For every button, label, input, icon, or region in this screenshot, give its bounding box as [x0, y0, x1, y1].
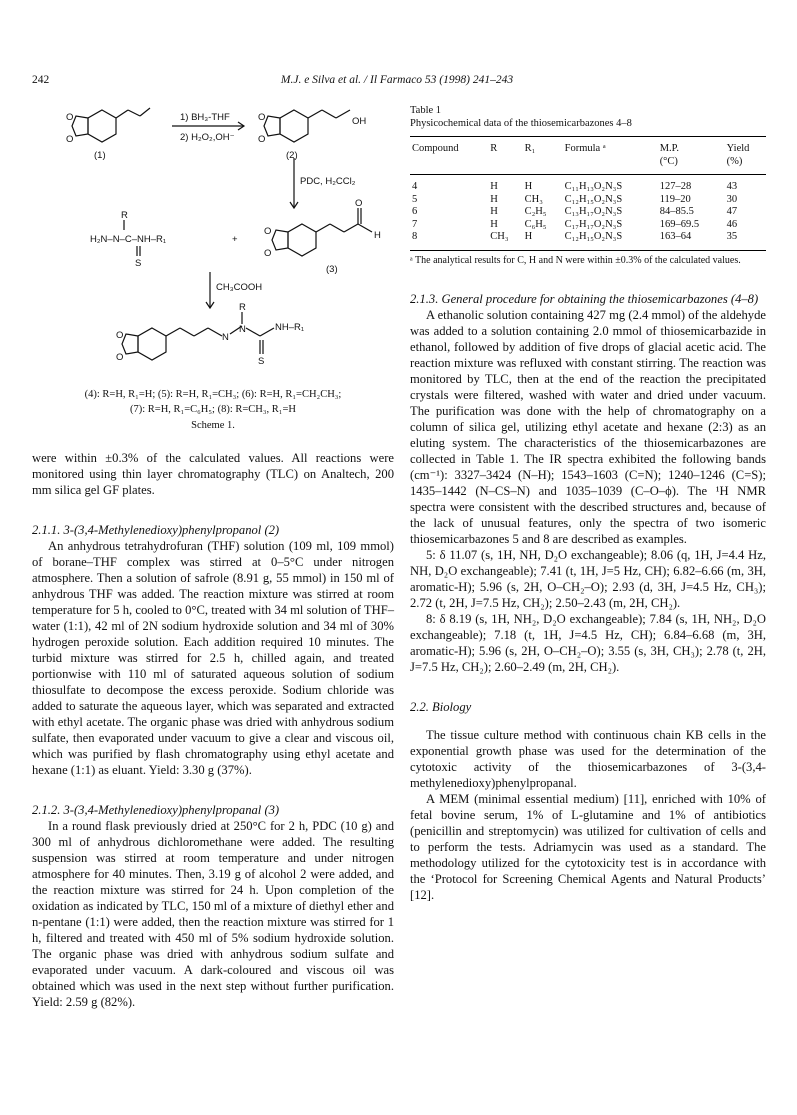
scheme-title: Scheme 1. [191, 420, 235, 431]
thiosemicarbazone-table [410, 136, 766, 244]
table-cell: 169–69.5 [659, 218, 700, 230]
biology-paragraph-1: The tissue culture method with continuous chain KB cells in the exponential growth phase was used for the determination of the cytotoxic activity of the thiosemicarbazones of 3-(3,4-methylenedioxy)phenylpropanal. [410, 728, 766, 790]
table-row [410, 206, 766, 219]
oxygen-label: O [258, 112, 266, 123]
table-cell: C₁₂H₁₅O₂N₃S [564, 231, 623, 242]
table-cell: 4 [412, 181, 418, 192]
oxygen-label: O [66, 134, 74, 145]
reagent-bh3: 1) BH₃-THF [180, 112, 230, 123]
intro-paragraph: were within ±0.3% of the calculated values. All reactions were monitored using thin layer chromatography (TLC) on Analtech, 200 mm silica gel GF plates. [32, 451, 394, 497]
section-22-title: 2.2. Biology [410, 700, 472, 714]
table-cell: H [524, 181, 533, 192]
table-cell: H [490, 193, 498, 205]
oxygen-label: O [116, 330, 124, 341]
compound-label-3: (3) [326, 264, 338, 275]
right-column [410, 104, 766, 903]
oxygen-label: O [116, 352, 124, 363]
table-cell: 7 [412, 218, 418, 230]
nmr-compound-8: 8: δ 8.19 (s, 1H, NH₂, D₂O exchangeable); 7.84 (s, 1H, NH₂, D₂O exchangeable); 7.18 (t, 1H, J=4.5 Hz, CH); 6.84–6.68 (m, 3H, aromatic-H); 5.96 (s, 2H, O–CH₂–O); 3.55 (s, 3H, CH₃); 2.78 (t, 2H, J=7.5 Hz, CH₂); 2.60–2.49 (m, 2H, CH₂). [410, 612, 766, 674]
section-212-title: 2.1.2. 3-(3,4-Methylenedioxy)phenylpropanal (3) [32, 803, 280, 817]
table-cell: 84–85.5 [659, 206, 694, 217]
carbonyl-oxygen: O [355, 198, 363, 209]
table-row [410, 219, 766, 232]
reagent-acetic-acid: CH₃COOH [216, 282, 263, 293]
oxygen-label: O [264, 226, 272, 237]
product-n2: N [239, 324, 246, 335]
thiosemicarbazide: H₂N–N–C–NH–R₁ [90, 234, 167, 245]
table-cell: CH₃ [524, 193, 543, 205]
table-cell: 43 [726, 181, 738, 192]
table-unit-yield: (%) [726, 155, 743, 167]
plus-sign: + [232, 234, 238, 245]
table-row [410, 231, 766, 244]
r-substituent: R [121, 210, 128, 221]
table-header-mp: M.P. [659, 143, 679, 154]
oxygen-label: O [264, 248, 272, 259]
table-unit-mp: (°C) [659, 155, 678, 167]
table-cell: 30 [726, 193, 738, 205]
table-cell: C₁₁H₁₃O₂N₃S [564, 181, 623, 192]
table-header-r: R [490, 143, 498, 154]
section-211-body: An anhydrous tetrahydrofuran (THF) solution (109 ml, 109 mmol) of borane–THF complex was stirred at 0–5°C under nitrogen atmosphere. Then a solution of safrole (8.91 g, 55 mmol) in 150 ml of anhydrous THF was added. The reaction mixture was stirred at room temperature for 5 h, cooled to 0°C, treated with 34 ml solution of THF–water (1:1), 42 ml of 2N sodium hydroxide solution and 34 ml of 30% hydrogen peroxide solution. Each addition required 10 minutes. The turbid mixture was stirred for 2.5 h, chilled again, and treated portionwise with 110 ml of saturated aqueous solution of sodium thiosulfate to decompose the excess peroxide. Sodium chloride was added to saturate the aqueous layer, which was separated and extracted with ethyl acetate. The organic phase was dried with anhydrous sodium sulfate, then evaporated under vacuum to give a clear and viscous oil, which was purified by flash chromatography using ethyl acetate and hexane (1:1) as eluant. Yield: 3.30 g (37%). [32, 539, 394, 777]
table-row [410, 175, 766, 194]
section-212-body: In a round flask previously dried at 250°C for 2 h, PDC (10 g) and 300 ml of anhydrous dichloromethane were added. The resulting suspension was stirred at room temperature and under nitrogen atmosphere for 40 minutes. Then, 3.19 g of alcohol 2 were added, and the reaction mixture was stirred for 24 h. Upon completion of the oxidation as indicated by TLC, 150 ml of a mixture of diethyl ether and n-pentane (1:1) were added, then the reaction mixture was stirred for 1 h, filtered and treated with 450 ml of 5% sodium hydroxide solution. The organic phase was dried with anhydrous sodium sulfate and evaporated under vacuum. A dark-coloured and viscous oil was obtained which was used in the next step without further purification. Yield: 2.59 g (82%). [32, 819, 394, 1009]
table-cell: C₁₃H₁₇O₂N₃S [564, 206, 623, 217]
table-cell: CH₃ [490, 231, 509, 242]
left-column [32, 96, 394, 1010]
table-header-formula: Formula ᵃ [564, 143, 606, 154]
scheme-caption-line-1: (4): R=H, R₁=H; (5): R=H, R₁=CH₃; (6): R=H, R₁=CH₂CH₃; [84, 389, 342, 400]
reagent-pdc: PDC, H₂CCl₂ [300, 176, 356, 187]
table-cell: H [490, 218, 498, 230]
table-header-compound: Compound [412, 143, 459, 154]
table-cell: 8 [412, 231, 418, 242]
aldehyde-h: H [374, 230, 381, 241]
table-row [410, 194, 766, 207]
page-number: 242 [32, 74, 50, 86]
compound-label-2: (2) [286, 150, 298, 161]
table-footnote: ᵃ The analytical results for C, H and N were within ±0.3% of the calculated values. [410, 250, 766, 268]
journal-citation: M.J. e Silva et al. / Il Farmaco 53 (1998) 241–243 [280, 74, 514, 86]
product-sulfur: S [258, 356, 265, 367]
product-n1: N [222, 332, 229, 343]
nmr-compound-5: 5: δ 11.07 (s, 1H, NH, D₂O exchangeable); 8.06 (q, 1H, J=4.4 Hz, NH, D₂O exchangeable); 7.41 (t, 1H, J=5 Hz, CH); 6.82–6.66 (m, 3H, aromatic-H); 5.96 (s, 2H, O–CH₂–O); 2.93 (d, 3H, J=4.5 Hz, CH₃); 2.72 (t, 2H, J=7.5 Hz, CH₂); 2.50–2.43 (m, 2H, CH₂). [410, 548, 766, 610]
reagent-h2o2: 2) H₂O₂,OH⁻ [180, 132, 235, 143]
table-cell: 6 [412, 206, 418, 217]
sulfur-label: S [135, 258, 142, 269]
table-cell: 47 [726, 206, 738, 217]
table-cell: 35 [726, 231, 738, 242]
product-nh-r1: NH–R₁ [275, 322, 305, 333]
table-cell: H [524, 231, 533, 242]
table-cell: 119–20 [659, 193, 691, 205]
table-cell: 5 [412, 193, 418, 205]
table-header-r1: R₁ [524, 143, 536, 154]
table-header-yield: Yield [726, 143, 750, 154]
oxygen-label: O [258, 134, 266, 145]
table-cell: 127–28 [659, 181, 692, 192]
product-r: R [239, 302, 246, 313]
hydroxyl-label: OH [352, 116, 367, 127]
section-213-title: 2.1.3. General procedure for obtaining the thiosemicarbazones (4–8) [410, 292, 759, 306]
table-cell: C₁₇H₁₇O₂N₃S [564, 218, 623, 230]
scheme-caption-line-2: (7): R=H, R₁=C₆H₅; (8): R=CH₃, R₁=H [130, 404, 296, 415]
table-title: Physicochemical data of the thiosemicarbazones 4–8 [410, 118, 632, 129]
oxygen-label: O [66, 112, 74, 123]
reaction-scheme [32, 96, 394, 386]
biology-paragraph-2: A MEM (minimal essential medium) [11], enriched with 10% of fetal bovine serum, 1% of L-glutamine and 1% of antibiotics (penicillin and streptomycin) was utilized for cultivation of cells and to perform the tests. Adriamycin was used as a standard. The methodology utilized for the cytotoxicity test is in accordance with the ‘Protocol for Screening Chemical Agents and Natural Products’ [12]. [410, 792, 766, 902]
compound-label-1: (1) [94, 150, 106, 161]
table-cell: C₆H₅ [524, 218, 547, 230]
section-211-title: 2.1.1. 3-(3,4-Methylenedioxy)phenylpropanol (2) [32, 523, 280, 537]
table-cell: C₁₂H₁₅O₂N₃S [564, 193, 623, 205]
section-213-body: A ethanolic solution containing 427 mg (2.4 mmol) of the aldehyde was added to a solution containing 2.0 mmol of thiosemicarbazide in ethanol, followed by addition of five drops of glacial acetic acid. The reaction mixture was refluxed with constant stirring. The reaction was monitored by TLC, then at the end of the reaction the precipitated crystals were filtered, washed with water and dried under vacuum. The purification was done with the help of chromatography on a column of silica gel, utilizing ethyl acetate and hexane (2:3) as an eluting system. The characteristics of the thiosemicarbazones are collected in Table 1. The IR spectra exhibited the following bands (cm⁻¹): 3327–3424 (N–H); 1543–1603 (C=N); 1240–1246 (C=S); 1435–1442 (N–CS–N) and 1035–1039 (C–O–ϕ). The ¹H NMR spectra were consistent with the described structures and, because of the lack of unusual features, only the spectra of two isomeric thiosemicarbazones 5 and 8 are described as examples. [410, 308, 766, 546]
table-cell: 163–64 [659, 231, 692, 242]
table-cell: C₂H₅ [524, 206, 547, 217]
table-cell: 46 [726, 218, 738, 230]
table-caption [410, 104, 766, 130]
table-label: Table 1 [410, 105, 442, 116]
table-cell: H [490, 181, 498, 192]
table-cell: H [490, 206, 498, 217]
